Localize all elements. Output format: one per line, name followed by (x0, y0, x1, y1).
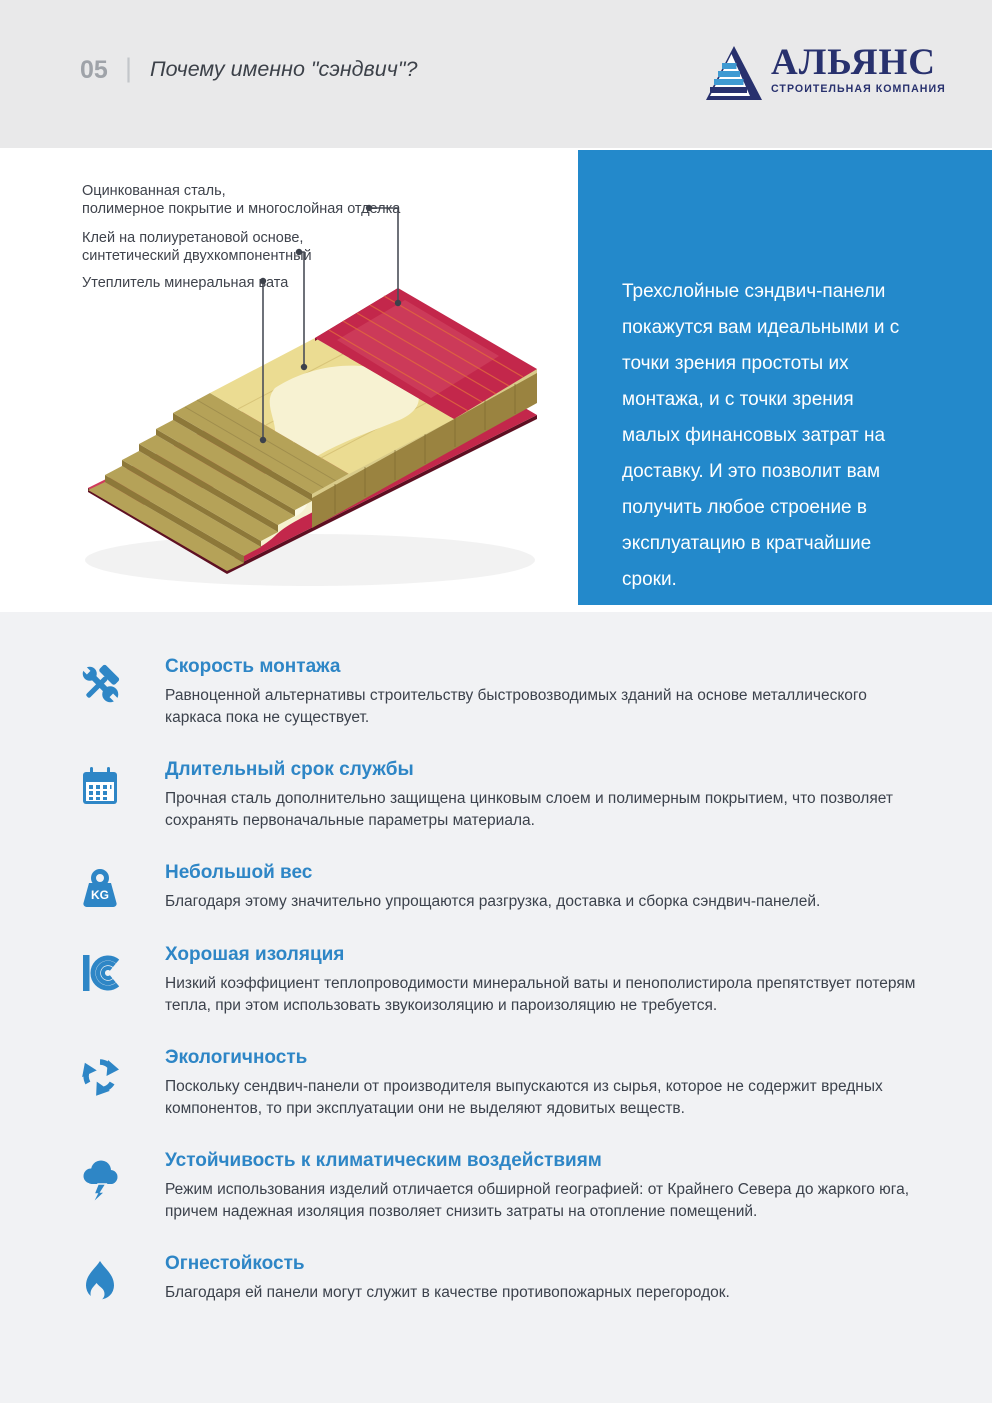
benefit-description: Благодаря этому значительно упрощаются разгрузка, доставка и сборка сэндвич-панелей. (165, 893, 821, 910)
calendar-icon (76, 763, 124, 811)
company-logo (704, 44, 946, 102)
benefit-row-fire (76, 1253, 992, 1305)
benefit-row-climate (76, 1150, 992, 1223)
logo-tagline: СТРОИТЕЛЬНАЯ КОМПАНИЯ (771, 83, 946, 95)
benefit-row-lifetime (76, 759, 992, 832)
benefit-title: Скорость монтажа (165, 656, 341, 677)
flame-icon (76, 1257, 124, 1305)
benefit-title: Экологичность (165, 1047, 308, 1068)
benefit-row-speed (76, 656, 992, 729)
diagram-label-steel: Оцинкованная сталь, полимерное покрытие и многослойная отделка (82, 183, 401, 217)
page-header (0, 0, 992, 148)
benefit-description: Равноценной альтернативы строительству быстровозводимых зданий на основе металлического каркаса пока не существует. (165, 687, 867, 726)
benefit-description: Прочная сталь дополнительно защищена цинковым слоем и полимерным покрытием, что позволяет сохранять первоначальные параметры материала. (165, 790, 893, 829)
logo-company-name: АЛЬЯНС (771, 42, 937, 83)
logo-pyramid-icon (704, 44, 764, 102)
highlight-text: Трехслойные сэндвич-панели покажутся вам идеальными и с точки зрения простоты их монтажа, и с точки зрения малых финансовых затрат на доставку. И это позволит вам получить любое строение в эксплуатацию в кратчайшие сроки. (622, 281, 900, 590)
benefit-row-insulation (76, 944, 992, 1017)
tools-icon (76, 660, 124, 708)
benefit-row-weight (76, 862, 992, 914)
svg-text:KG: KG (91, 888, 109, 902)
benefit-description: Поскольку сендвич-панели от производителя выпускаются из сырья, которое не содержит вредных компонентов, то при эксплуатации они не выделяют ядовитых веществ. (165, 1078, 883, 1117)
benefit-title: Устойчивость к климатическим воздействиям (165, 1150, 602, 1171)
benefit-title: Длительный срок службы (165, 759, 414, 780)
benefit-description: Режим использования изделий отличается обширной географией: от Крайнего Севера до жаркого юга, причем надежная изоляция позволяет снизить затраты на отопление помещений. (165, 1181, 910, 1220)
benefit-title: Небольшой вес (165, 862, 313, 883)
page-title: Почему именно "сэндвич"? (150, 57, 418, 81)
header-divider: | (125, 53, 133, 83)
benefit-title: Хорошая изоляция (165, 944, 345, 965)
benefit-row-eco (76, 1047, 992, 1120)
diagram-label-wool: Утеплитель минеральная вата (82, 275, 289, 291)
sandwich-panel-illustration (75, 160, 575, 605)
benefit-title: Огнестойкость (165, 1253, 305, 1274)
insulation-icon (76, 948, 124, 996)
benefits-section (0, 612, 992, 1403)
page-number: 05 (80, 56, 108, 84)
storm-cloud-icon (76, 1154, 124, 1202)
benefit-description: Низкий коэффициент теплопроводимости минеральной ваты и пенополистирола препятствует потерям тепла, при этом использовать звукоизоляцию и пароизоляцию не требуется. (165, 975, 916, 1014)
benefit-description: Благодаря ей панели могут служит в качестве противопожарных перегородок. (165, 1284, 730, 1301)
weight-icon (76, 866, 124, 914)
highlight-panel (578, 150, 992, 605)
diagram-label-glue: Клей на полиуретановой основе, синтетический двухкомпонентный (82, 230, 312, 264)
panel-section (0, 148, 992, 612)
recycle-icon (76, 1051, 124, 1099)
logo-text (771, 44, 946, 95)
